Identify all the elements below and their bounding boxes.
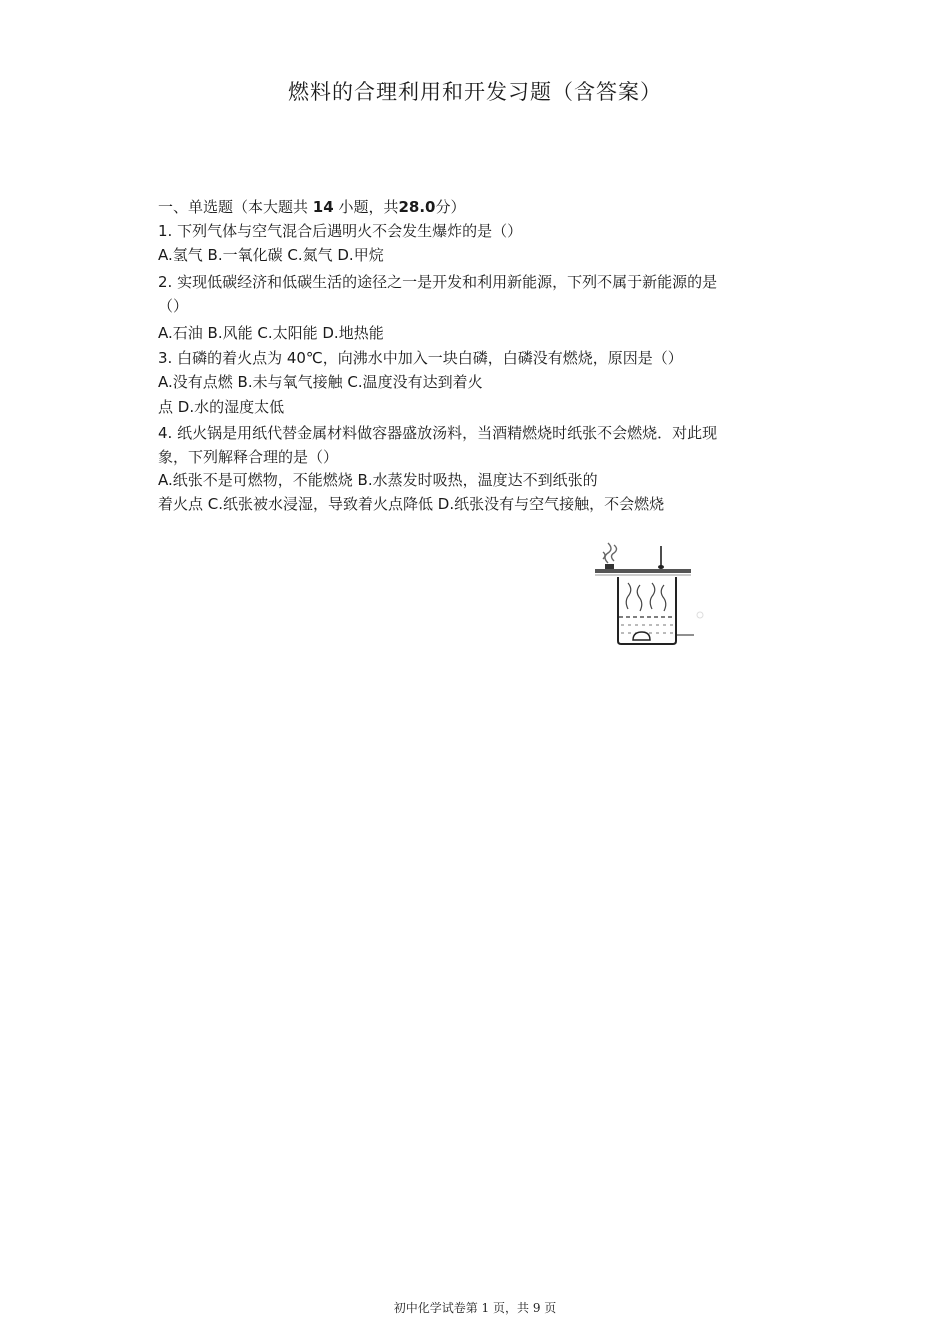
question-4-options-continuation: 着火点 C.纸张被水浸湿，导致着火点降低 D.纸张没有与空气接触，不会燃烧 <box>158 495 665 513</box>
vapor-icon <box>626 583 666 611</box>
question-1-options: A.氢气 B.一氧化碳 C.氮气 D.甲烷 <box>158 246 384 264</box>
question-2-options: A.石油 B.风能 C.太阳能 D.地热能 <box>158 324 384 342</box>
question-count: 14 <box>312 198 334 216</box>
lid-plate <box>595 569 691 573</box>
label-mark <box>697 612 703 618</box>
stopper <box>605 564 614 569</box>
question-1: 1. 下列气体与空气混合后遇明火不会发生爆炸的是（） <box>158 222 523 240</box>
question-4-continuation: 象，下列解释合理的是（） <box>158 448 339 466</box>
thermometer-bulb <box>658 565 664 569</box>
section-heading-mid: 小题，共 <box>338 198 399 216</box>
beaker-experiment-figure <box>592 533 722 651</box>
question-2: 2. 实现低碳经济和低碳生活的途径之一是开发和利用新能源，下列不属于新能源的是 <box>158 273 718 291</box>
section-heading-prefix: 一、单选题（本大题共 <box>158 198 309 216</box>
question-2-continuation: （） <box>158 297 189 315</box>
question-3-options-continuation: 点 D.水的湿度太低 <box>158 398 285 416</box>
section-heading <box>158 195 803 219</box>
page-title: 燃料的合理利用和开发习题（含答案） <box>288 80 662 104</box>
page-footer: 初中化学试卷第 1 页，共 9 页 <box>393 1301 557 1315</box>
water-dashes <box>621 625 674 633</box>
question-3-options: A.没有点燃 B.未与氧气接触 C.温度没有达到着火 <box>158 373 483 391</box>
question-4: 4. 纸火锅是用纸代替金属材料做容器盛放汤料，当酒精燃烧时纸张不会燃烧．对此现 <box>158 424 718 442</box>
total-score: 28.0 <box>398 198 436 216</box>
white-phosphorus <box>633 632 650 640</box>
question-4-options: A.纸张不是可燃物，不能燃烧 B.水蒸发时吸热，温度达不到纸张的 <box>158 471 598 489</box>
steam-icon <box>603 543 617 563</box>
section-heading-suffix: 分） <box>435 198 466 216</box>
question-3: 3. 白磷的着火点为 40℃，向沸水中加入一块白磷，白磷没有燃烧，原因是（） <box>158 349 683 367</box>
